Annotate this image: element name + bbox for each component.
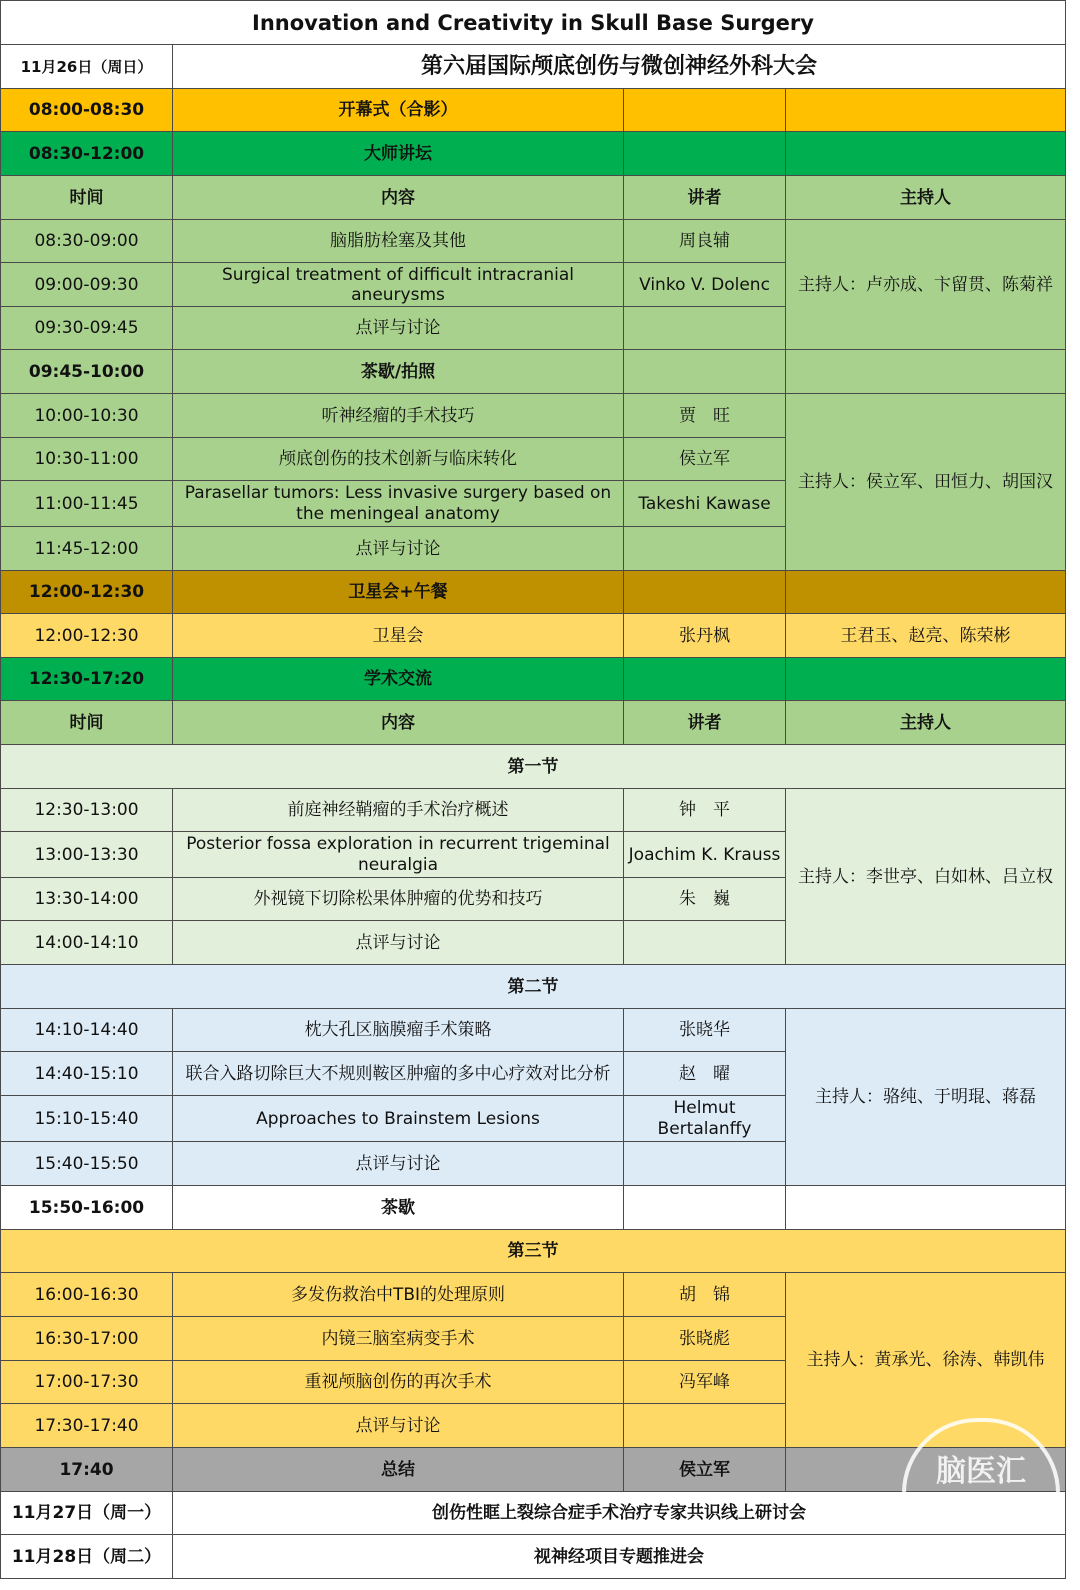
session-time: 13:30-14:00 — [1, 878, 173, 921]
session-content-text: Parasellar tumors: Less invasive surgery based on the meningeal anatomy — [184, 483, 612, 524]
empty-cell — [624, 89, 786, 132]
break-row — [1, 1186, 1066, 1230]
empty-cell — [786, 658, 1066, 701]
conference-date: 11月26日（周日） — [1, 45, 173, 89]
section-title: 第一节 — [1, 745, 1066, 789]
session-time: 09:00-09:30 — [1, 263, 173, 307]
session-speaker: 胡 锦 — [624, 1273, 786, 1317]
session-speaker — [624, 1142, 786, 1186]
column-header-row — [1, 701, 1066, 745]
master-forum-row — [1, 132, 1066, 176]
session-time: 16:00-16:30 — [1, 1273, 173, 1317]
section-title-row — [1, 965, 1066, 1009]
moderator-cell: 主持人：卢亦成、卞留贯、陈菊祥 — [786, 220, 1066, 350]
later-day-date: 11月27日（周一） — [1, 1492, 173, 1535]
session-speaker: 朱 巍 — [624, 878, 786, 921]
break-title: 茶歇/拍照 — [173, 350, 624, 394]
break-time: 15:50-16:00 — [1, 1186, 173, 1230]
satellite-time: 12:00-12:30 — [1, 571, 173, 614]
session-speaker: 周良辅 — [624, 220, 786, 263]
moderator-cell: 主持人：黄承光、徐涛、韩凯伟 — [786, 1273, 1066, 1448]
session-content: 前庭神经鞘瘤的手术治疗概述 — [173, 789, 624, 832]
session-content: 脑脂肪栓塞及其他 — [173, 220, 624, 263]
session-speaker — [624, 1096, 786, 1142]
session-speaker: 张晓华 — [624, 1009, 786, 1052]
session-time: 17:00-17:30 — [1, 1361, 173, 1404]
session-time: 09:30-09:45 — [1, 307, 173, 350]
opening-row — [1, 89, 1066, 132]
section-title: 第三节 — [1, 1230, 1066, 1273]
session-speaker — [624, 527, 786, 571]
col-header-moderator: 主持人 — [786, 701, 1066, 745]
break-row — [1, 350, 1066, 394]
session-content: Surgical treatment of difficult intracranial aneurysms — [173, 263, 624, 307]
session-content: 多发伤救治中TBI的处理原则 — [173, 1273, 624, 1317]
session-content: 联合入路切除巨大不规则鞍区肿瘤的多中心疗效对比分析 — [173, 1052, 624, 1096]
session-speaker: 侯立军 — [624, 438, 786, 481]
academic-time: 12:30-17:20 — [1, 658, 173, 701]
opening-title: 开幕式（合影） — [173, 89, 624, 132]
empty-cell — [786, 571, 1066, 614]
empty-cell — [624, 571, 786, 614]
session-content: 内镜三脑室病变手术 — [173, 1317, 624, 1361]
session-time: 14:40-15:10 — [1, 1052, 173, 1096]
summary-title: 总结 — [173, 1448, 624, 1492]
satellite-row — [1, 571, 1066, 614]
session-time: 11:45-12:00 — [1, 527, 173, 571]
col-header-moderator: 主持人 — [786, 176, 1066, 220]
session-time: 12:30-13:00 — [1, 789, 173, 832]
session-speaker — [624, 921, 786, 965]
later-day-date: 11月28日（周二） — [1, 1535, 173, 1579]
session-speaker — [624, 1404, 786, 1448]
empty-cell — [624, 1186, 786, 1230]
session-speaker: 钟 平 — [624, 789, 786, 832]
session-content: 点评与讨论 — [173, 527, 624, 571]
empty-cell — [786, 132, 1066, 176]
page-title: Innovation and Creativity in Skull Base Surgery — [1, 1, 1066, 45]
col-header-speaker: 讲者 — [624, 176, 786, 220]
session-content: 点评与讨论 — [173, 921, 624, 965]
empty-cell — [786, 1448, 1066, 1492]
session-row — [1, 1273, 1066, 1317]
later-day-row — [1, 1535, 1066, 1579]
session-time: 16:30-17:00 — [1, 1317, 173, 1361]
empty-cell — [624, 132, 786, 176]
session-speaker: Joachim K. Krauss — [624, 832, 786, 878]
col-header-speaker: 讲者 — [624, 701, 786, 745]
session-row — [1, 220, 1066, 263]
session-speaker: Takeshi Kawase — [624, 481, 786, 527]
session-time: 10:30-11:00 — [1, 438, 173, 481]
session-row — [1, 394, 1066, 438]
moderator-cell: 主持人：骆纯、于明琨、蒋磊 — [786, 1009, 1066, 1186]
session-speaker: 贾 旺 — [624, 394, 786, 438]
session-row — [1, 789, 1066, 832]
conference-row — [1, 45, 1066, 89]
later-day-row — [1, 1492, 1066, 1535]
session-content: Approaches to Brainstem Lesions — [173, 1096, 624, 1142]
session-time: 14:10-14:40 — [1, 1009, 173, 1052]
empty-cell — [786, 89, 1066, 132]
section-title-row — [1, 1230, 1066, 1273]
master-forum-time: 08:30-12:00 — [1, 132, 173, 176]
session-time: 10:00-10:30 — [1, 394, 173, 438]
session-content: 卫星会 — [173, 614, 624, 658]
section-title: 第二节 — [1, 965, 1066, 1009]
summary-time: 17:40 — [1, 1448, 173, 1492]
session-speaker: Vinko V. Dolenc — [624, 263, 786, 307]
column-header-row — [1, 176, 1066, 220]
session-speaker: 张晓彪 — [624, 1317, 786, 1361]
col-header-time: 时间 — [1, 701, 173, 745]
empty-cell — [624, 350, 786, 394]
title-row — [1, 1, 1066, 45]
session-row — [1, 1009, 1066, 1052]
empty-cell — [624, 658, 786, 701]
session-content: 点评与讨论 — [173, 1142, 624, 1186]
session-time: 15:40-15:50 — [1, 1142, 173, 1186]
later-day-event: 创伤性眶上裂综合症手术治疗专家共识线上研讨会 — [173, 1492, 1066, 1535]
summary-speaker: 侯立军 — [624, 1448, 786, 1492]
opening-time: 08:00-08:30 — [1, 89, 173, 132]
session-content: 点评与讨论 — [173, 307, 624, 350]
session-time: 11:00-11:45 — [1, 481, 173, 527]
session-time: 08:30-09:00 — [1, 220, 173, 263]
empty-cell — [786, 350, 1066, 394]
moderator-cell: 主持人：侯立军、田恒力、胡国汉 — [786, 394, 1066, 571]
session-content: 点评与讨论 — [173, 1404, 624, 1448]
session-content-text: Posterior fossa exploration in recurrent trigeminal neuralgia — [186, 834, 610, 875]
moderator-cell: 王君玉、赵亮、陈荣彬 — [786, 614, 1066, 658]
session-row — [1, 614, 1066, 658]
academic-title: 学术交流 — [173, 658, 624, 701]
col-header-content: 内容 — [173, 176, 624, 220]
session-time: 12:00-12:30 — [1, 614, 173, 658]
summary-row — [1, 1448, 1066, 1492]
session-content: 枕大孔区脑膜瘤手术策略 — [173, 1009, 624, 1052]
session-time: 15:10-15:40 — [1, 1096, 173, 1142]
session-speaker: 冯军峰 — [624, 1361, 786, 1404]
satellite-title: 卫星会+午餐 — [173, 571, 624, 614]
session-time: 17:30-17:40 — [1, 1404, 173, 1448]
session-speaker: 赵 曜 — [624, 1052, 786, 1096]
col-header-time: 时间 — [1, 176, 173, 220]
session-content: 颅底创伤的技术创新与临床转化 — [173, 438, 624, 481]
session-content — [173, 832, 624, 878]
break-title: 茶歇 — [173, 1186, 624, 1230]
session-content — [173, 481, 624, 527]
session-speaker: 张丹枫 — [624, 614, 786, 658]
session-speaker — [624, 307, 786, 350]
moderator-cell: 主持人：李世亭、白如林、吕立权 — [786, 789, 1066, 965]
session-content: 外视镜下切除松果体肿瘤的优势和技巧 — [173, 878, 624, 921]
session-time: 14:00-14:10 — [1, 921, 173, 965]
conference-title: 第六届国际颅底创伤与微创神经外科大会 — [173, 45, 1066, 89]
empty-cell — [786, 1186, 1066, 1230]
session-content: 重视颅脑创伤的再次手术 — [173, 1361, 624, 1404]
section-title-row — [1, 745, 1066, 789]
watermark-logo: 脑医汇 — [902, 1418, 1060, 1494]
break-time: 09:45-10:00 — [1, 350, 173, 394]
session-content: 听神经瘤的手术技巧 — [173, 394, 624, 438]
master-forum-title: 大师讲坛 — [173, 132, 624, 176]
session-speaker-text: Helmut Bertalanffy — [657, 1098, 752, 1139]
later-day-event: 视神经项目专题推进会 — [173, 1535, 1066, 1579]
session-time: 13:00-13:30 — [1, 832, 173, 878]
col-header-content: 内容 — [173, 701, 624, 745]
academic-row — [1, 658, 1066, 701]
